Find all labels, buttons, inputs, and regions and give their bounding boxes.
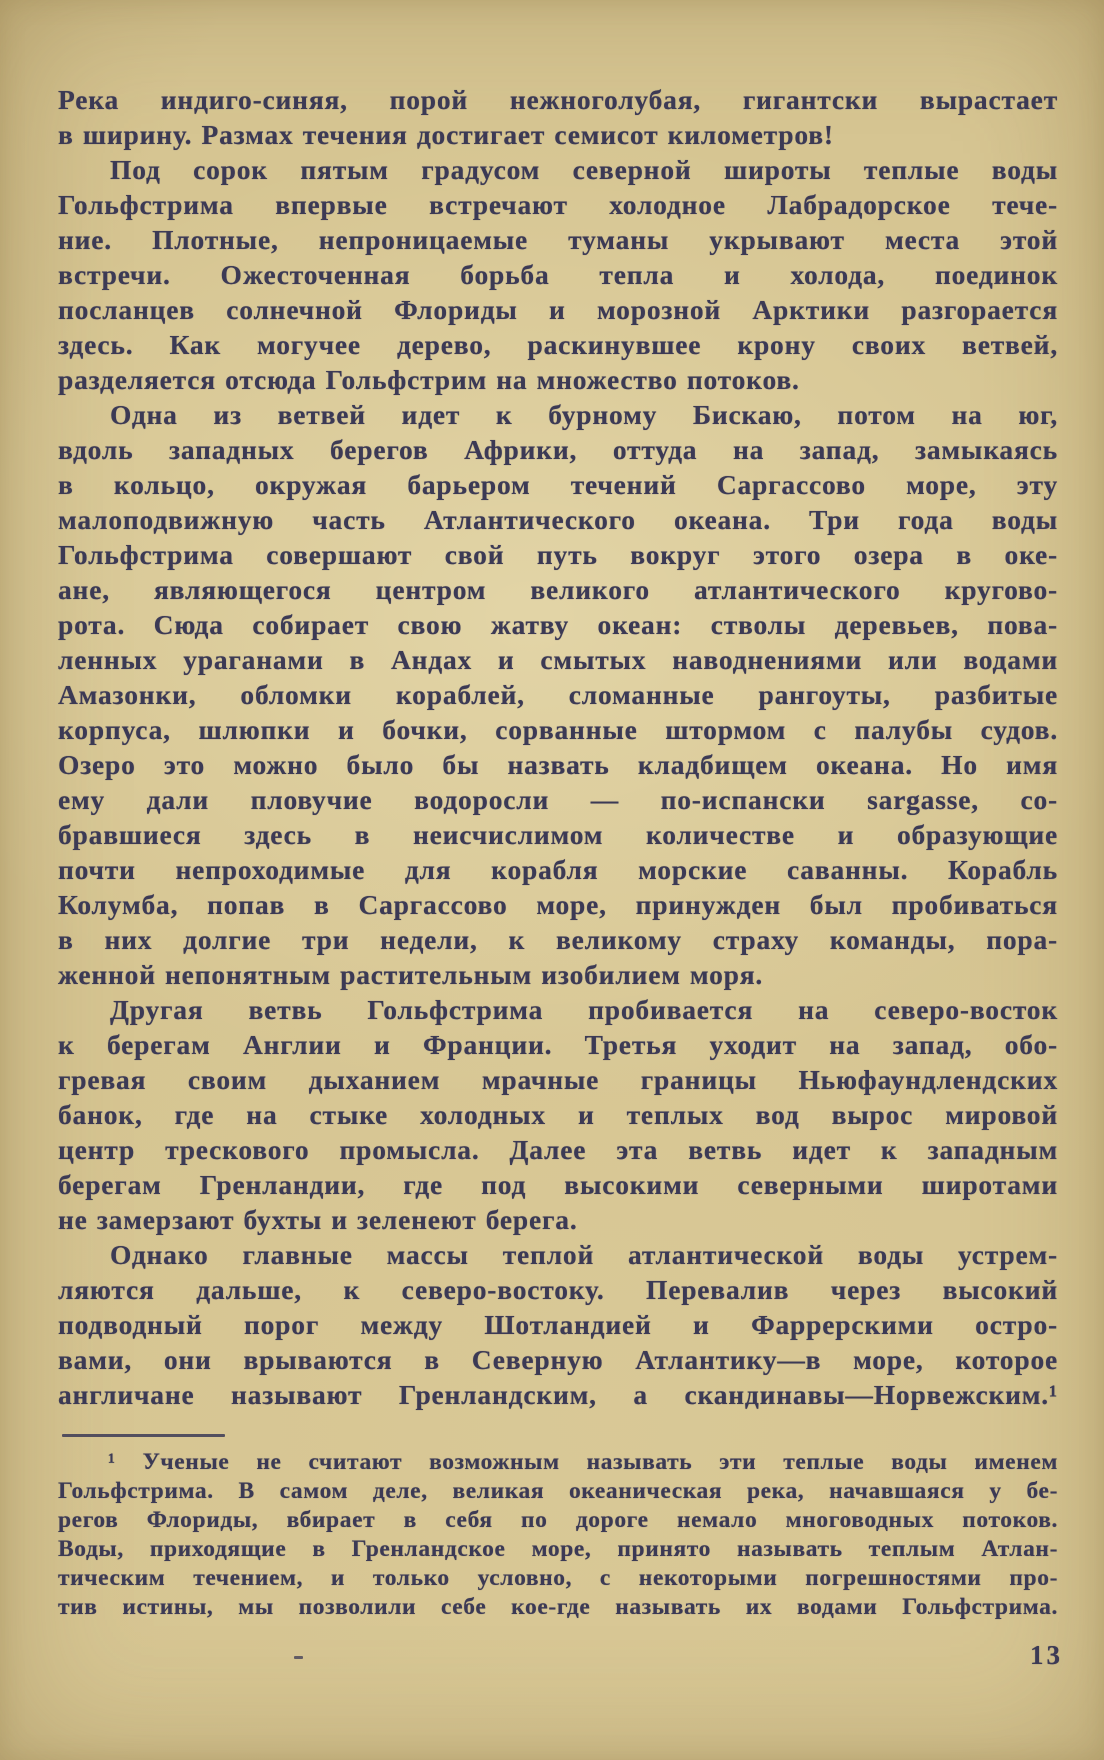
text-line: в кольцо, окружая барьером течений Саргассово море, эту: [58, 469, 1058, 500]
text-line: вдоль западных берегов Африки, оттуда на запад, замыкаясь: [58, 434, 1058, 465]
text-line: малоподвижную часть Атлантического океана. Три года воды: [58, 504, 1058, 535]
text-line: разделяется отсюда Гольфстрим на множество потоков.: [58, 364, 800, 395]
text-line: Другая ветвь Гольфстрима пробивается на северо-восток: [110, 994, 1058, 1025]
text-line: подводный порог между Шотландией и Фаррерскими остро-: [58, 1309, 1058, 1340]
text-line: ему дали пловучие водоросли — по-испански sargasse, со-: [58, 784, 1058, 815]
text-line: банок, где на стыке холодных и теплых вод вырос мировой: [58, 1099, 1058, 1130]
text-line: Гольфстрима впервые встречают холодное Лабрадорское тече-: [58, 189, 1058, 220]
text-line: вами, они врываются в Северную Атлантику—в море, которое: [58, 1344, 1058, 1375]
text-line: Река индиго-синяя, порой нежноголубая, гигантски вырастает: [58, 84, 1058, 115]
text-line: ленных ураганами в Андах и смытых наводнениями или водами: [58, 644, 1058, 675]
text-line: регов Флориды, вбирает в себя по дороге немало многоводных потоков.: [58, 1507, 1058, 1533]
text-line: Одна из ветвей идет к бурному Бискаю, потом на юг,: [110, 399, 1058, 430]
text-line: посланцев солнечной Флориды и морозной Арктики разгорается: [58, 294, 1058, 325]
text-line: Воды, приходящие в Гренландское море, принято называть теплым Атлан-: [58, 1536, 1058, 1562]
text-line: берегам Гренландии, где под высокими северными широтами: [58, 1169, 1058, 1200]
footnote: [58, 1448, 1058, 1622]
text-line: Озеро это можно было бы назвать кладбищем океана. Но имя: [58, 749, 1058, 780]
text-line: в них долгие три недели, к великому страху команды, пора-: [58, 924, 1058, 955]
text-line: тическим течением, и только условно, с некоторыми погрешностями про-: [58, 1565, 1058, 1591]
page-number: 13: [1030, 1640, 1063, 1670]
text-line: Колумба, попав в Саргассово море, принужден был пробиваться: [58, 889, 1058, 920]
text-line: гревая своим дыханием мрачные границы Ньюфаундлендских: [58, 1064, 1058, 1095]
main-text: [58, 82, 1058, 1412]
text-line: к берегам Англии и Франции. Третья уходит на запад, обо-: [58, 1029, 1058, 1060]
text-line: Амазонки, обломки кораблей, сломанные рангоуты, разбитые: [58, 679, 1058, 710]
text-line: женной непонятным растительным изобилием моря.: [58, 959, 764, 990]
text-line: Гольфстрима совершают свой путь вокруг этого озера в оке-: [58, 539, 1058, 570]
text-line: Однако главные массы теплой атлантической воды устрем-: [110, 1239, 1058, 1270]
text-line: ляются дальше, к северо-востоку. Перевалив через высокий: [58, 1274, 1058, 1305]
text-line: встречи. Ожесточенная борьба тепла и холода, поединок: [58, 259, 1058, 290]
text-line: ¹ Ученые не считают возможным называть эти теплые воды именем: [108, 1449, 1058, 1475]
text-line: Гольфстрима. В самом деле, великая океаническая река, начавшаяся у бе-: [58, 1478, 1058, 1504]
print-artifact-dash: [294, 1656, 303, 1659]
text-line: ние. Плотные, непроницаемые туманы укрывают места этой: [58, 224, 1058, 255]
text-line: корпуса, шлюпки и бочки, сорванные штормом с палубы судов.: [58, 714, 1058, 745]
text-line: в ширину. Размах течения достигает семисот километров!: [58, 119, 834, 150]
text-line: англичане называют Гренландским, а скандинавы—Норвежским.¹: [58, 1379, 1058, 1410]
text-line: центр трескового промысла. Далее эта ветвь идет к западным: [58, 1134, 1058, 1165]
text-line: тив истины, мы позволили себе кое-где называть их водами Гольфстрима.: [58, 1594, 1058, 1620]
text-line: здесь. Как могучее дерево, раскинувшее крону своих ветвей,: [58, 329, 1058, 360]
text-line: ане, являющегося центром великого атлантического кругово-: [58, 574, 1058, 605]
text-line: рота. Сюда собирает свою жатву океан: стволы деревьев, пова-: [58, 609, 1058, 640]
footnote-separator: [62, 1434, 225, 1437]
text-line: не замерзают бухты и зеленеют берега.: [58, 1204, 578, 1235]
text-line: Под сорок пятым градусом северной широты теплые воды: [110, 154, 1058, 185]
text-line: почти непроходимые для корабля морские саванны. Корабль: [58, 854, 1058, 885]
text-line: бравшиеся здесь в неисчислимом количестве и образующие: [58, 819, 1058, 850]
